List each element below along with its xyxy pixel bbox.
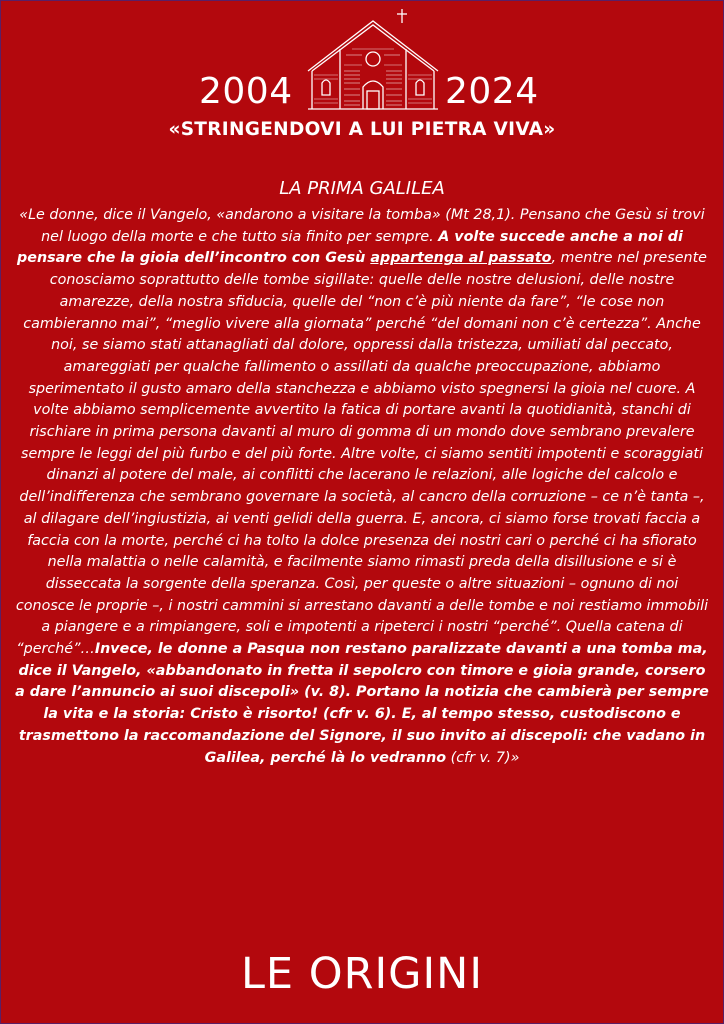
- body-text-run: «Le donne, dice il Vangelo, «andarono a visitare la tomba» (Mt 28,1). Pensano che Gesù si trovi nel luogo della morte e che tutto sia finito per sempre.: [19, 207, 705, 245]
- body-bold-run: Invece, le donne a Pasqua non restano paralizzate davanti a una tomba ma, dice il Vangelo, «abbandonato in fretta il sepolcro con timore e gioia grande, corsero a dare l’annuncio ai suoi discepoli» (v. 8). Portano la notizia che cambierà per sempre la vita e la storia: Cristo è risorto! (cfr v. 6). E, al tempo stesso, custodiscono e trasmettono la raccomandazione del Signore, il suo invito ai discepoli: che vadano in Galilea, perché là lo vedranno: [15, 641, 709, 766]
- body-text-run: , mentre nel presente conosciamo soprattutto delle tombe sigillate: quelle delle nostre delusioni, delle nostre amarezze, della nostra sfiducia, quelle del “non c’è più niente da fare”, “le cose non cambieranno mai”, “meglio vivere alla giornata” perché “del domani non c’è certezza”. Anche noi, se siamo stati attanagliati dal dolore, oppressi dalla tristezza, umiliati dal peccato, amareggiati per qualche fallimento o assillati da qualche preoccupazione, abbiamo sperimentato il gusto amaro della stanchezza e abbiamo visto spegnersi la gioia nel cuore. A volte abbiamo semplicemente avvertito la fatica di portare avanti la quotidianità, stanchi di rischiare in prima persona davanti al muro di gomma di un mondo dove sembrano prevalere sempre le leggi del più furbo e del più forte. Altre volte, ci siamo sentiti impotenti e scoraggiati dinanzi al potere del male, ai conflitti che lacerano le relazioni, alle logiche del calcolo e dell’indifferenza che sembrano governare la società, al cancro della corruzione – ce n’è tanta –, al dilagare dell’ingiustizia, ai venti gelidi della guerra. E, ancora, ci siamo forse trovati faccia a faccia con la morte, perché ci ha tolto la dolce presenza dei nostri cari o perché ci ha sfiorato nella malattia o nelle calamità, e facilmente siamo rimasti preda della disillusione e si è disseccata la sorgente della speranza. Così, per queste o altre situazioni – ognuno di noi conosce le proprie –, i nostri cammini si arrestano davanti a delle tombe e noi restiamo immobili a piangere e a rimpiangere, soli e impotenti a ripeterci i nostri “perché”. Quella catena di “perché”…: [15, 250, 709, 658]
- body-text-run: (cfr v. 7)»: [446, 749, 520, 766]
- year-end: 2024: [445, 71, 539, 112]
- year-start: 2004: [199, 71, 293, 112]
- body-paragraph: [15, 205, 709, 769]
- footer-title: LE ORIGINI: [240, 949, 484, 999]
- section-title: LA PRIMA GALILEA: [279, 178, 445, 199]
- church-facade-icon: [306, 9, 440, 111]
- body-bold-underlined-run: appartenga al passato: [370, 250, 552, 267]
- motto-heading: «STRINGENDOVI A LUI PIETRA VIVA»: [168, 119, 556, 140]
- body-bold-run: A volte succede anche a noi di pensare che la gioia dell’incontro con Gesù: [17, 228, 683, 267]
